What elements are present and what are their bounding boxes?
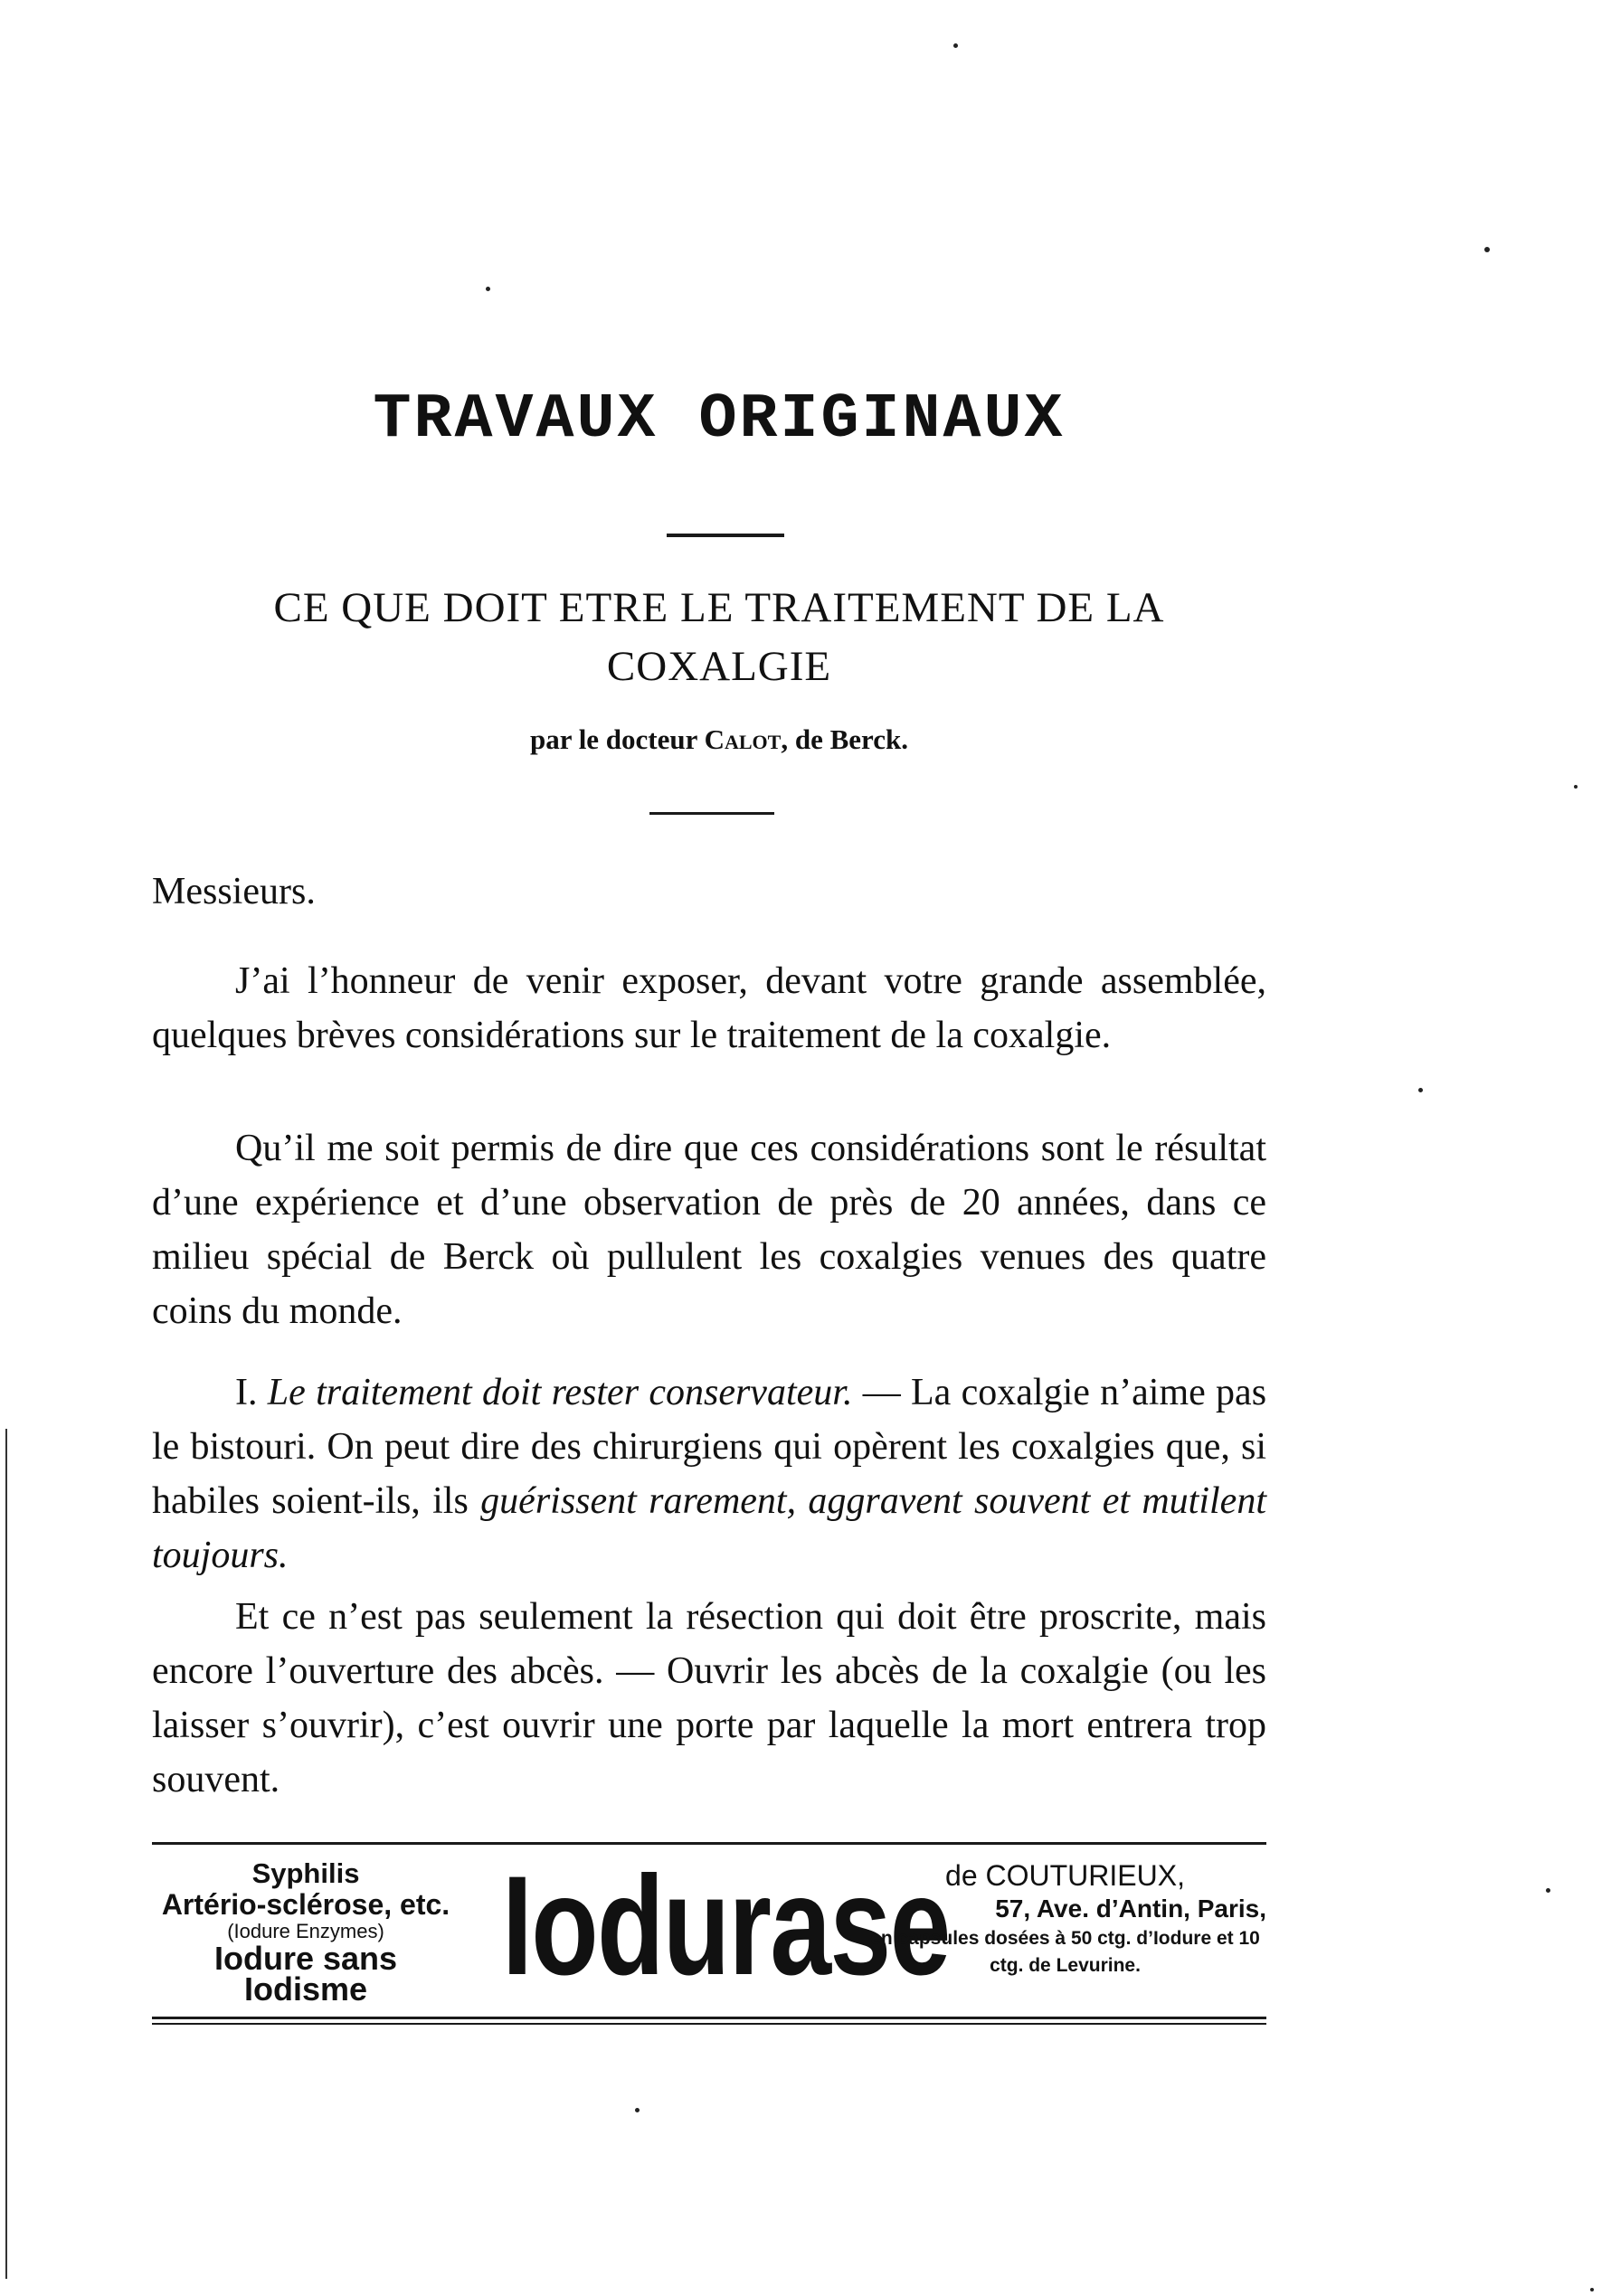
section-heading: Le traitement doit rester conservateur. <box>267 1372 853 1413</box>
ad-right-line2: 57, Ave. d’Antin, Paris, <box>995 1894 1266 1923</box>
ad-left-line2: Artério-sclérose, etc. <box>161 1888 450 1921</box>
scan-speck <box>1546 1888 1550 1893</box>
article-title <box>0 579 1438 696</box>
byline-prefix: par le docteur <box>530 723 697 755</box>
paragraph-1: J’ai l’honneur de venir exposer, devant votre grande assemblée, quelques brèves considérations sur le traitement de la coxalgie. <box>152 960 1266 1056</box>
byline <box>0 723 1438 756</box>
ad-left-line1: Syphilis <box>251 1857 360 1889</box>
scan-speck <box>486 287 490 291</box>
ad-right-column <box>864 1858 1266 1979</box>
ad-left-column <box>152 1857 460 2008</box>
ad-right-line3: en capsules dosées à 50 ctg. d’Iodure et 10 ctg. de Levurine. <box>870 1928 1260 1976</box>
ad-bottom-rule-thin <box>152 2023 1266 2025</box>
ad-right-line1: de COUTURIEUX, <box>945 1859 1185 1892</box>
title-divider <box>649 812 774 815</box>
scan-margin-line <box>5 1429 7 2279</box>
paragraph-4: Et ce n’est pas seulement la résection qui doit être proscrite, mais encore l’ouverture des abcès. — Ouvrir les abcès de la coxalgie (ou les laisser s’ouvrir), c’est ouvrir une porte par laquelle la mort entrera trop souvent. <box>152 1596 1266 1800</box>
scan-speck <box>1590 2288 1594 2291</box>
scan-speck <box>635 2108 640 2112</box>
paragraph-3-italic: guérissent rarement, aggravent souvent et mutilent toujours. <box>152 1480 1266 1576</box>
em-dash: — <box>852 1372 912 1413</box>
scan-speck <box>1484 247 1490 252</box>
ad-left-line4: Iodure sans Iodisme <box>213 1940 398 2008</box>
article-title-line1: CE QUE DOIT ETRE LE TRAITEMENT DE LA <box>273 584 1165 631</box>
ad-brand-name: Iodurase <box>502 1847 950 2005</box>
scan-speck <box>1418 1088 1423 1092</box>
paragraph-3 <box>152 1365 1266 1583</box>
article-title-line2: COXALGIE <box>606 643 832 690</box>
byline-suffix: , de Berck. <box>781 723 908 755</box>
byline-author: Calot <box>704 723 782 755</box>
section-title: TRAVAUX ORIGINAUX <box>373 384 1066 456</box>
ad-left-line3: (Iodure Enzymes) <box>227 1920 384 1942</box>
section-divider <box>667 534 784 537</box>
paragraph-3-text: La coxalgie n’aime pas le bistouri. On peut dire des chirurgiens qui opèrent les coxalgies que, si habiles soient-ils, ils <box>152 1372 1267 1522</box>
ad-bottom-rule <box>152 2017 1266 2019</box>
salutation: Messieurs. <box>152 871 316 912</box>
section-number: I. <box>235 1372 258 1413</box>
scan-speck <box>953 43 958 48</box>
scan-speck <box>1574 785 1578 789</box>
paragraph-2: Qu’il me soit permis de dire que ces considérations sont le résultat d’une expérience et d’une observation de près de 20 années, dans ce milieu spécial de Berck où pullulent les coxalgies venues des quatre coins du monde. <box>152 1128 1266 1332</box>
